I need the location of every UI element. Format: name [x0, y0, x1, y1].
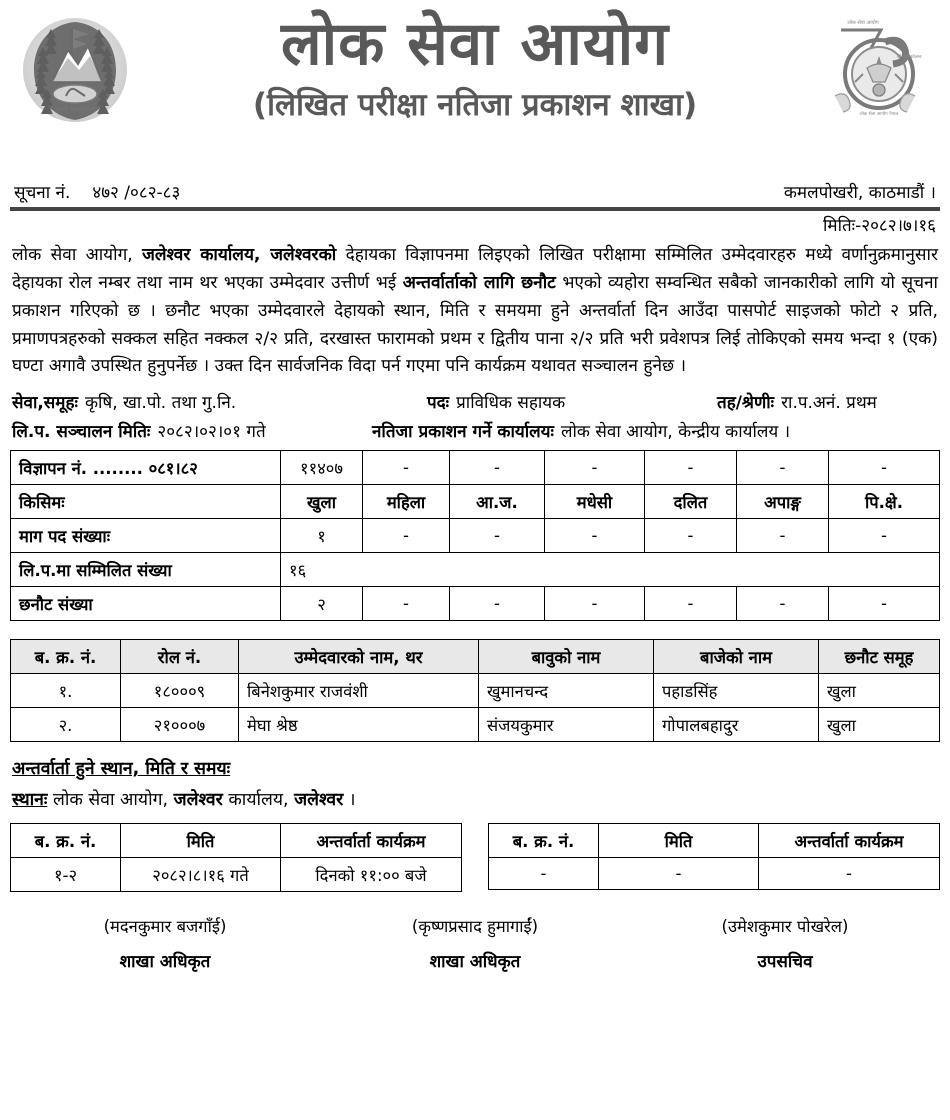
- publish-office-label: नतिजा प्रकाशन गर्ने कार्यालयः: [372, 422, 554, 443]
- interview-place-part-1: लोक सेवा आयोग,: [47, 790, 174, 811]
- interview-place-city-bold: जलेश्वर: [294, 790, 344, 811]
- interview-section-heading: अन्तर्वार्ता हुने स्थान, मिति र समयः: [12, 759, 231, 780]
- kisim-label: किसिमः: [11, 485, 281, 519]
- body-part-2: देहायका विज्ञापनमा लिइएको लिखित परीक्षामा सम्मिलित उम्मेदवारहरु मध्ये वर्णानुक्रमानुसार देहायका रोल नम्बर तथा नाम थर भएका उम्मेदवार उत्तीर्ण भई: [12, 245, 938, 293]
- nepal-government-emblem-icon: [10, 6, 140, 130]
- header-divider: [10, 207, 940, 211]
- info-row-dates: [12, 419, 938, 442]
- table-row: [11, 858, 462, 892]
- selected-candidates-table: [10, 639, 940, 742]
- cell-sn-range: १-२: [11, 858, 121, 892]
- kisim-header-aaja: आ.ज.: [450, 485, 545, 519]
- col-header-program: अन्तर्वार्ता कार्यक्रम: [281, 824, 462, 858]
- cell-selection-group: खुला: [819, 708, 940, 742]
- document-header: [10, 6, 940, 178]
- signature-1-name: (मदनकुमार बजगाँई): [103, 917, 227, 937]
- kisim-header-madhesi: मधेसी: [545, 485, 645, 519]
- table-row: [11, 674, 940, 708]
- interview-place-office-bold: जलेश्वर: [173, 790, 223, 811]
- cell-sn: २.: [11, 708, 121, 742]
- advert-no-value-1: -: [363, 451, 450, 485]
- candidate-table-header-row: [11, 640, 940, 674]
- advertisement-table: [10, 450, 940, 621]
- col-header-sn: ब. क्र. नं.: [489, 824, 599, 858]
- svg-text:जननी जन्मभूमिश्च: जननी जन्मभूमिश्च: [54, 106, 96, 113]
- body-part-1: लोक सेवा आयोग,: [12, 245, 143, 265]
- selected-value-4: -: [645, 587, 737, 621]
- office-address: कमलपोखरी, काठमाडौं ।: [783, 183, 936, 203]
- cell-roll: १८०००९: [121, 674, 239, 708]
- table-row-selected: [11, 587, 940, 621]
- advert-no-value-5: -: [737, 451, 829, 485]
- interview-place-part-3: ।: [343, 790, 356, 811]
- exam-date-group: [12, 419, 372, 442]
- post-value: प्राविधिक सहायक: [456, 393, 566, 414]
- kisim-header-dalit: दलित: [645, 485, 737, 519]
- cell-candidate-name: मेघा श्रेष्ठ: [239, 708, 479, 742]
- interview-left-header-row: [11, 824, 462, 858]
- kisim-header-khula: खुला: [281, 485, 363, 519]
- selected-value-5: -: [737, 587, 829, 621]
- level-group: [717, 390, 938, 413]
- notice-number-value: ४७२ /०८२-८३: [92, 183, 181, 203]
- interview-schedule-table-left: [10, 823, 462, 892]
- selected-value-0: २: [281, 587, 363, 621]
- signature-2: [320, 914, 630, 972]
- table-row-kisim: [11, 485, 940, 519]
- kisim-header-mahila: महिला: [363, 485, 450, 519]
- table-row: [489, 858, 940, 890]
- advert-no-value-3: -: [545, 451, 645, 485]
- cell-interview-time: -: [759, 858, 940, 890]
- appeared-value: १६: [281, 553, 940, 587]
- selected-value-6: -: [829, 587, 940, 621]
- interview-place-line: [10, 787, 940, 811]
- svg-text:औं वार्षिकोत्सव: औं वार्षिकोत्सव: [896, 55, 922, 60]
- table-row-demand: [11, 519, 940, 553]
- advert-no-value-6: -: [829, 451, 940, 485]
- level-label: तह/श्रेणीः: [717, 393, 775, 414]
- cell-interview-time: दिनको ११:०० बजे: [281, 858, 462, 892]
- interview-schedule-tables: [10, 823, 940, 892]
- post-group: [427, 390, 717, 413]
- cell-candidate-name: बिनेशकुमार राजवंशी: [239, 674, 479, 708]
- advert-no-label: विज्ञापन नं. ........ ०८१।८२: [11, 451, 281, 485]
- table-row: [11, 708, 940, 742]
- demand-value-5: -: [737, 519, 829, 553]
- level-value: रा.प.अनं. प्रथम: [781, 393, 877, 414]
- signature-block: [10, 914, 940, 972]
- service-label: सेवा,समूहः: [12, 393, 78, 414]
- interview-schedule-table-right: [488, 823, 940, 890]
- service-group: [12, 390, 427, 413]
- signature-1-title: शाखा अधिकृत: [119, 952, 211, 973]
- exam-date-value: २०८२।०२।०१ गते: [157, 422, 266, 443]
- notice-number-label: सूचना नं.: [14, 183, 71, 203]
- demand-label: माग पद संख्याः: [11, 519, 281, 553]
- table-row-appeared: [11, 553, 940, 587]
- interview-selection-bold: अन्तर्वार्ताको लागि छनौट: [402, 272, 556, 293]
- advert-no-value-0: ११४०७: [281, 451, 363, 485]
- interview-place-label: स्थानः: [12, 790, 48, 811]
- title-block: [140, 6, 810, 124]
- demand-value-3: -: [545, 519, 645, 553]
- col-header-sn: ब. क्र. नं.: [11, 824, 121, 858]
- cell-sn: १.: [11, 674, 121, 708]
- cell-grandfather-name: गोपालबहादुर: [654, 708, 819, 742]
- advert-no-value-4: -: [645, 451, 737, 485]
- col-header-father-name: बावुको नाम: [479, 640, 654, 674]
- signature-3-title: उपसचिव: [757, 952, 813, 973]
- cell-sn-range: -: [489, 858, 599, 890]
- col-header-sn: ब. क्र. नं.: [11, 640, 121, 674]
- office-name-bold: जलेश्वर कार्यालय, जलेश्वरको: [142, 245, 337, 265]
- col-header-date: मिति: [599, 824, 759, 858]
- selected-value-2: -: [450, 587, 545, 621]
- cell-roll: २१०००७: [121, 708, 239, 742]
- appeared-label: लि.प.मा सम्मिलित संख्या: [11, 553, 281, 587]
- table-row-advert-no: [11, 451, 940, 485]
- exam-date-label: लि.प. सञ्चालन मितिः: [12, 422, 151, 443]
- cell-grandfather-name: पहाडसिंह: [654, 674, 819, 708]
- notice-body-paragraph: [10, 242, 940, 381]
- advert-no-value-2: -: [450, 451, 545, 485]
- page-subtitle: (लिखित परीक्षा नतिजा प्रकाशन शाखा): [252, 87, 698, 123]
- service-value: कृषि, खा.पो. तथा गु.नि.: [84, 393, 237, 414]
- cell-father-name: संजयकुमार: [479, 708, 654, 742]
- demand-value-2: -: [450, 519, 545, 553]
- selected-value-3: -: [545, 587, 645, 621]
- demand-value-4: -: [645, 519, 737, 553]
- selected-value-1: -: [363, 587, 450, 621]
- notice-line: [10, 180, 940, 203]
- signature-1: [10, 914, 320, 972]
- demand-value-1: -: [363, 519, 450, 553]
- col-header-candidate-name: उम्मेदवारको नाम, थर: [239, 640, 479, 674]
- col-header-program: अन्तर्वार्ता कार्यक्रम: [759, 824, 940, 858]
- publish-office-value: लोक सेवा आयोग, केन्द्रीय कार्यालय ।: [560, 422, 791, 443]
- demand-value-6: -: [829, 519, 940, 553]
- psc-75th-anniversary-logo-icon: [810, 6, 940, 124]
- signature-2-name: (कृष्णप्रसाद हुमागाईं): [411, 917, 539, 937]
- body-part-3: भएको व्यहोरा सम्वन्धित सबैको जानकारीको लागि यो सूचना प्रकाशन गरिएको छ । छनौट भएका उम्मेदवारले देहायको स्थान, मिति र समयमा हुने अन्तर्वार्ता दिन आउँदा पासपोर्ट साइजको फोटो २ प्रति, प्रमाणपत्रहरुको सक्कल सहित नक्कल २/२ प्रति, दरखास्त फारामको प्रथम र द्वितीय पाना २/२ प्रति भरी प्रवेशपत्र लिई तोकिएको समय भन्दा १ (एक) घण्टा अगावै उपस्थित हुनुपर्नेछ । उक्त दिन सार्वजनिक विदा पर्न गएमा पनि कार्यक्रम यथावत सञ्चालन हुनेछ ।: [12, 272, 938, 377]
- notice-number-group: [14, 180, 180, 203]
- signature-2-title: शाखा अधिकृत: [429, 952, 521, 973]
- interview-place-part-2: कार्यालय,: [222, 790, 295, 811]
- col-header-roll: रोल नं.: [121, 640, 239, 674]
- notice-date: मितिः-२०८२।७।१६: [823, 216, 936, 236]
- selected-label: छनौट संख्या: [11, 587, 281, 621]
- svg-text:लोक सेवा आयोग: लोक सेवा आयोग: [847, 20, 879, 26]
- cell-interview-date: २०८२।८।१६ गते: [121, 858, 281, 892]
- col-header-date: मिति: [121, 824, 281, 858]
- post-label: पदः: [427, 393, 450, 414]
- cell-interview-date: -: [599, 858, 759, 890]
- demand-value-0: १: [281, 519, 363, 553]
- exam-info-block: [10, 390, 940, 442]
- kisim-header-apanga: अपाङ्ग: [737, 485, 829, 519]
- publish-office-group: [372, 419, 938, 442]
- col-header-selection-group: छनौट समूह: [819, 640, 940, 674]
- signature-3-name: (उमेशकुमार पोखरेल): [721, 917, 849, 937]
- page-title: लोक सेवा आयोग: [281, 9, 669, 79]
- info-row-service: [12, 390, 938, 413]
- signature-3: [630, 914, 940, 972]
- kisim-header-pikshe: पि.क्षे.: [829, 485, 940, 519]
- interview-right-header-row: [489, 824, 940, 858]
- svg-text:लोक सेवा आयोग नेपाल: लोक सेवा आयोग नेपाल: [859, 112, 899, 117]
- cell-father-name: खुमानचन्द: [479, 674, 654, 708]
- col-header-grandfather-name: बाजेको नाम: [654, 640, 819, 674]
- cell-selection-group: खुला: [819, 674, 940, 708]
